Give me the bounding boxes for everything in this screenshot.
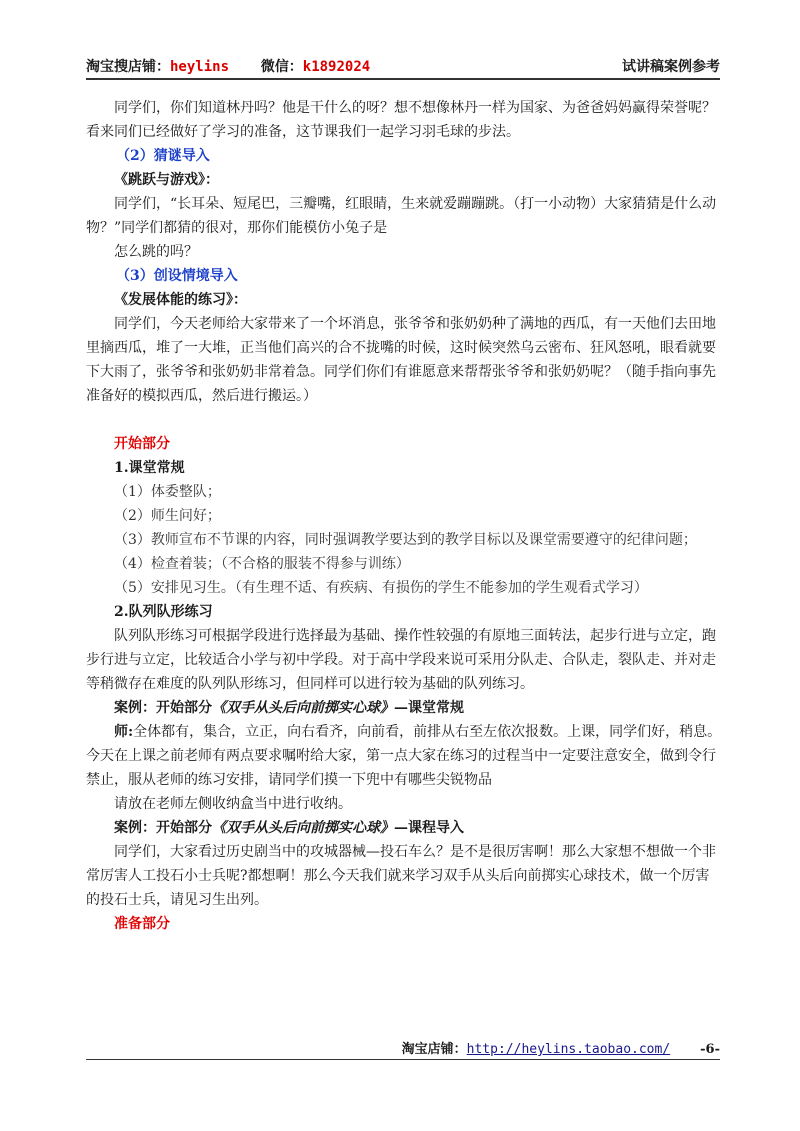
- paragraph: 同学们，“长耳朵、短尾巴，三瓣嘴，红眼睛，生来就爱蹦蹦跳。（打一小动物）大家猜猜是什么动物？”同学们都猜的很对，那你们能模仿小兔子是: [86, 196, 717, 236]
- case-title: 《双手从头后向前掷实心球》: [212, 700, 394, 716]
- subheading-riddle: （2）猜谜导入: [116, 148, 210, 164]
- header-title: 试讲稿案例参考: [622, 59, 720, 75]
- case-label: 案例：开始部分: [114, 700, 212, 716]
- paragraph: 同学们，大家看过历史剧当中的攻城器械—投石车么？是不是很厉害啊！那么大家想不想做一个非常厉害人工投石小士兵呢?都想啊！那么今天我们就来学习双手从头后向前掷实心球技术，做一个厉害的投石士兵，请见习生出列。: [86, 844, 716, 908]
- list-item: （1）体委整队；: [114, 484, 221, 500]
- case-heading: [86, 696, 722, 720]
- header-wechat-id: k1892024: [302, 59, 371, 75]
- subsection-heading: 2.队列队形练习: [114, 604, 213, 620]
- teacher-label: 师:: [114, 724, 134, 740]
- header-shop-name: heylins: [170, 59, 230, 75]
- list-item: （2）师生问好；: [114, 508, 221, 524]
- page-footer: [86, 1038, 720, 1060]
- paragraph-continuation: 请放在老师左侧收纳盒当中进行收纳。: [114, 796, 352, 812]
- list-item: （3）教师宣布不节课的内容，同时强调教学要达到的教学目标以及课堂需要遵守的纪律问题；: [114, 532, 697, 548]
- subsection-heading: 1.课堂常规: [114, 460, 185, 476]
- lesson-title: 《跳跃与游戏》：: [114, 172, 219, 188]
- footer-shop-label: 淘宝店铺：: [401, 1042, 467, 1057]
- header-shop-label: 淘宝搜店铺：: [86, 59, 170, 75]
- paragraph: [86, 720, 722, 792]
- paragraph: 同学们，你们知道林丹吗？他是干什么的呀？想不想像林丹一样为国家、为爸爸妈妈赢得荣誉呢？看来同们已经做好了学习的准备，这节课我们一起学习羽毛球的步法。: [86, 100, 716, 140]
- case-title: 《双手从头后向前掷实心球》: [212, 820, 394, 836]
- list-item: （4）检查着装；（不合格的服装不得参与训练）: [114, 556, 410, 572]
- section-heading-prep: 准备部分: [114, 916, 170, 932]
- footer-url-link[interactable]: http://heylins.taobao.com/: [466, 1042, 671, 1057]
- header-left: [86, 56, 370, 76]
- subheading-scenario: （3）创设情境导入: [116, 268, 238, 284]
- section-heading-start: 开始部分: [114, 436, 170, 452]
- paragraph: 队列队形练习可根据学段进行选择最为基础、操作性较强的有原地三面转法，起步行进与立定，跑步行进与立定，比较适合小学与初中学段。对于高中学段来说可采用分队走、合队走，裂队走、并对走等稍微存在难度的队列队形练习，但同样可以进行较为基础的队列练习。: [86, 628, 716, 692]
- lesson-title: 《发展体能的练习》：: [114, 292, 247, 308]
- case-label: 案例：开始部分: [114, 820, 212, 836]
- page-body: [86, 96, 722, 936]
- header-wechat-label: 微信：: [260, 59, 303, 75]
- page-number: -6-: [700, 1042, 720, 1057]
- page-header: [86, 52, 720, 80]
- list-item: （5）安排见习生。（有生理不适、有疾病、有损伤的学生不能参加的学生观看式学习）: [114, 580, 648, 596]
- paragraph-continuation: 怎么跳的吗？: [114, 244, 198, 260]
- paragraph: 同学们，今天老师给大家带来了一个坏消息，张爷爷和张奶奶种了满地的西瓜，有一天他们去田地里摘西瓜，堆了一大堆，正当他们高兴的合不拢嘴的时候，这时候突然乌云密布、狂风怒吼，眼看就要下大雨了，张爷爷和张奶奶非常着急。同学们你们有谁愿意来帮帮张爷爷和张奶奶呢？（随手指向事先准备好的模拟西瓜，然后进行搬运。）: [86, 316, 716, 404]
- case-subtitle: —课程导入: [394, 820, 464, 836]
- case-heading: [86, 816, 722, 840]
- teacher-speech: 全体都有，集合，立正，向右看齐，向前看，前排从右至左依次报数。上课，同学们好，稍息。今天在上课之前老师有两点要求嘱咐给大家，第一点大家在练习的过程当中一定要注意安全，做到令行禁止，服从老师的练习安排，请同学们摸一下兜中有哪些尖锐物品: [86, 724, 722, 788]
- case-subtitle: —课堂常规: [394, 700, 464, 716]
